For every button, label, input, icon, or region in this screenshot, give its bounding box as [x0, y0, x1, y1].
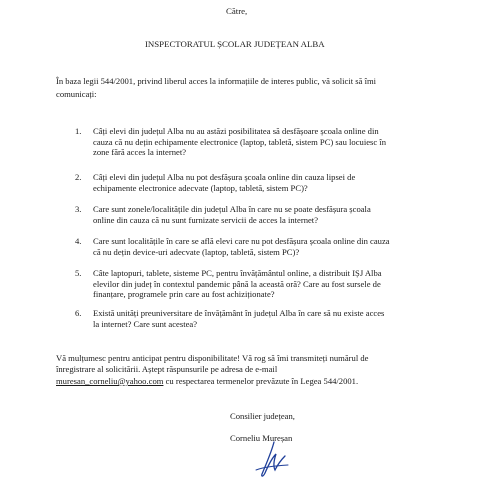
question-text: Câți elevi din județul Alba nu pot desfășura școala online din cauza lipsei de echipamente electronice adecvate (laptop, tabletă, sistem PC)?	[93, 172, 356, 193]
closing-line-3	[56, 376, 358, 387]
question-text: Există unități preuniversitare de învățământ în județul Alba în care să nu existe acces la internet? Care sunt acestea?	[93, 308, 385, 329]
question-text: Care sunt localitățile în care se află elevi care nu pot desfășura școala online din cauza că nu dețin device-uri adecvate (laptop, tabletă, sistem PC)?	[93, 236, 390, 257]
question-number: 2.	[75, 172, 82, 182]
signer-title: Consilier județean,	[230, 411, 295, 421]
question-number: 4.	[75, 236, 82, 246]
intro-line-1: În baza legii 544/2001, privind liberul acces la informațiile de interes public, vă solicit să îmi	[56, 76, 377, 86]
question-number: 3.	[75, 204, 82, 214]
intro-line-2: comunicați:	[56, 89, 97, 99]
email-link[interactable]: muresan_corneliu@yahoo.com	[56, 376, 164, 386]
question-text: Care sunt zonele/localitățile din județul Alba în care nu se poate desfășura școala online din cauza că nu sunt furnizate servicii de acces la internet?	[93, 204, 371, 225]
question-number: 5.	[75, 268, 82, 278]
closing-line-1: Vă mulțumesc pentru anticipat pentru disponibilitate! Vă rog să îmi transmiteți numărul de	[56, 353, 369, 363]
salutation: Către,	[226, 6, 248, 16]
closing-line-3-rest: cu respectarea termenelor prevăzute în Legea 544/2001.	[163, 376, 359, 386]
closing-line-2: înregistrare al solicitării. Aștept răspunsurile pe adresa de e-mail	[56, 364, 278, 374]
question-text: Câte laptopuri, tablete, sisteme PC, pentru învățământul online, a distribuit IȘJ Alba elevilor din județ în contextul pandemic până la această oră? Care au fost sursele de finanțare, programele prin care au fost achiziționate?	[93, 268, 382, 300]
question-text: Câți elevi din județul Alba nu au astăzi posibilitatea să desfășoare școala online din cauza că nu dețin echipamente electronice (laptop, tabletă, sistem PC) sau locuiesc în zone fără acces la internet?	[93, 126, 387, 158]
signer-name: Corneliu Mureșan	[230, 433, 293, 443]
handwritten-signature-icon	[252, 440, 292, 480]
question-number: 6.	[75, 308, 82, 318]
recipient-heading: INSPECTORATUL ȘCOLAR JUDEȚEAN ALBA	[145, 39, 325, 49]
question-number: 1.	[75, 126, 82, 136]
